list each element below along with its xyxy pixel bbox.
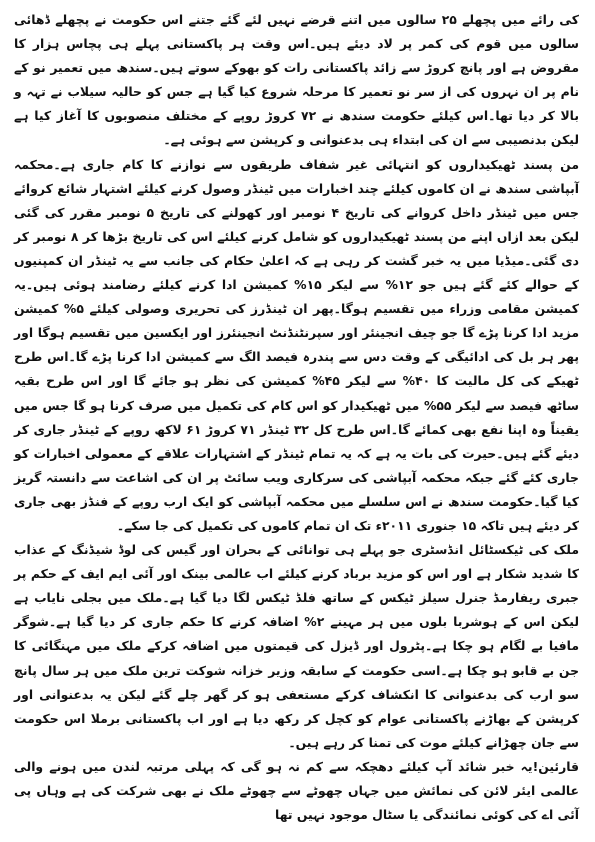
paragraph-irrigation-loans: کی رائے میں پچھلے ۲۵ سالوں میں اتنے قرضے نہیں لئے گئے جتنے اس حکومت نے پچھلے ڈھائی سالوں میں قوم کی کمر پر لاد دیئے ہیں۔اس وقت ہر پاکستانی پہلے ہی پچاس ہزار کا مقروض ہے اور پانچ کروڑ سے زائد پاکستانی رات کو بھوکے سوتے ہیں۔سندھ میں تعمیر نو کے نام پر ان نہروں کی از سر نو تعمیر کا مرحلہ شروع کیا گیا ہے جس کو حالیہ سیلاب نے تہہ و بالا کر دیا تھا۔اس کیلئے حکومت سندھ نے ۷۲ کروڑ روپے کے مختلف منصوبوں کا آغاز کیا ہے لیکن بدنصیبی سے ان کی ابتداء ہی بدعنوانی و کرپشن سے ہوئی ہے۔ [14, 12, 580, 148]
paragraph-tender-commission: من پسند ٹھیکیداروں کو انتہائی غیر شفاف طریقوں سے نوازنے کا کام جاری ہے۔محکمہ آبپاشی سندھ نے ان کاموں کیلئے چند اخبارات میں ٹینڈر وصول کرنے کیلئے اشتہار شائع کروائے جس میں ٹینڈر داخل کروانے کی تاریخ ۴ نومبر اور کھولنے کی تاریخ ۵ نومبر مقرر کی گئی لیکن بعد ازاں اپنے من پسند ٹھیکیداروں کو شامل کرنے کیلئے اس کی تاریخ بڑھا کر ۸ نومبر کر دی گئی۔میڈیا میں یہ خبر گشت کر رہی ہے کہ اعلیٰ حکام کی جانب سے یہ ٹینڈر ان کمپنیوں کے حوالے کئے گئے ہیں جو ۱۲% سے لیکر ۱۵% کمیشن ادا کرنے کیلئے رضامند ہوئی ہیں۔یہ کمیشن مقامی وزراء میں تقسیم ہوگا۔پھر ان ٹینڈرز کی تحریری وصولی کیلئے ۵% کمیشن مزید ادا کرنا پڑے گا جو چیف انجینئر اور سپرنٹنڈنٹ انجینئرز اور ایکسین میں تقسیم ہوگا اور پھر ہر بل کی ادائیگی کے وقت دس سے پندرہ فیصد الگ سے کمیشن ادا کرنا پڑے گا۔اس طرح ٹھیکے کی کل مالیت کا ۴۰% سے لیکر ۴۵% کمیشن کی نظر ہو جائے گا اور اس طرح بقیہ ساٹھ فیصد سے لیکر ۵۵% میں ٹھیکیدار کو اس کام کی تکمیل میں صرف کرنا ہو گا جس میں یقیناً وہ اپنا نفع بھی کمائے گا۔اس طرح کل ۳۲ ٹینڈر ۷۱ کروڑ ۶۱ لاکھ روپے کے ٹینڈر جاری کر دیئے گئے ہیں۔حیرت کی بات یہ ہے کہ یہ تمام ٹینڈر کے اشتہارات علاقے کے معمولی اخبارات کو جاری کئے گئے جبکہ محکمہ آبپاشی کی سرکاری ویب سائٹ پر ان کی اشاعت سے دانستہ گریز کیا گیا۔حکومت سندھ نے اس سلسلے میں محکمہ آبپاشی کو ایک ارب روپے کے فنڈز بھی جاری کر دیئے ہیں تاکہ ۱۵ جنوری ۲۰۱۱ء تک ان تمام کاموں کی تکمیل کی جا سکے۔ [14, 156, 580, 533]
paragraph-textile-industry: ملک کی ٹیکسٹائل انڈسٹری جو پہلے ہی توانائی کے بحران اور گیس کی لوڈ شیڈنگ کے عذاب کا شدید شکار ہے اور اس کو مزید برباد کرنے کیلئے اب عالمی بینک اور آئی ایم ایف کے حکم پر جبری ریفارمڈ جنرل سیلز ٹیکس کے ساتھ فلڈ ٹیکس لگا دیا گیا ہے۔ملک میں بجلی نایاب ہے لیکن اس کے ہوشربا بلوں میں ہر مہینے ۲% اضافہ کرنے کا حکم جاری کر دیا گیا ہے۔شوگر مافیا بے لگام ہو چکا ہے۔پٹرول اور ڈیزل کی قیمتوں میں اضافہ کرکے ملک میں مہنگائی کا جن بے قابو ہو چکا ہے۔اسی حکومت کے سابقہ وزیر خزانہ شوکت ترین ملک میں ہر سال پانچ سو ارب کی بدعنوانی کا انکشاف کرکے مستعفی ہو کر گھر چلے گئے لیکن یہ بدعنوانی اور کرپشن کے بھاڑنے پاکستانی عوام کو کچل کر رکھ دیا ہے اور اب پاکستانی برملا اس حکومت سے جان چھڑانے کیلئے موت کی تمنا کر رہے ہیں۔ [14, 542, 579, 750]
paragraph-pia-exhibition: قارئین!یہ خبر شائد آپ کیلئے دھچکہ سے کم نہ ہو گی کہ پہلی مرتبہ لندن میں ہونے والی عالمی ایئر لائن کی نمائش میں جہاں چھوٹے سے چھوٹے ملک نے بھی شرکت کی ہے وہاں پی آئی اے کی کوئی نمائندگی یا سٹال موجود نہیں تھا [14, 758, 579, 823]
article-body [14, 8, 579, 827]
